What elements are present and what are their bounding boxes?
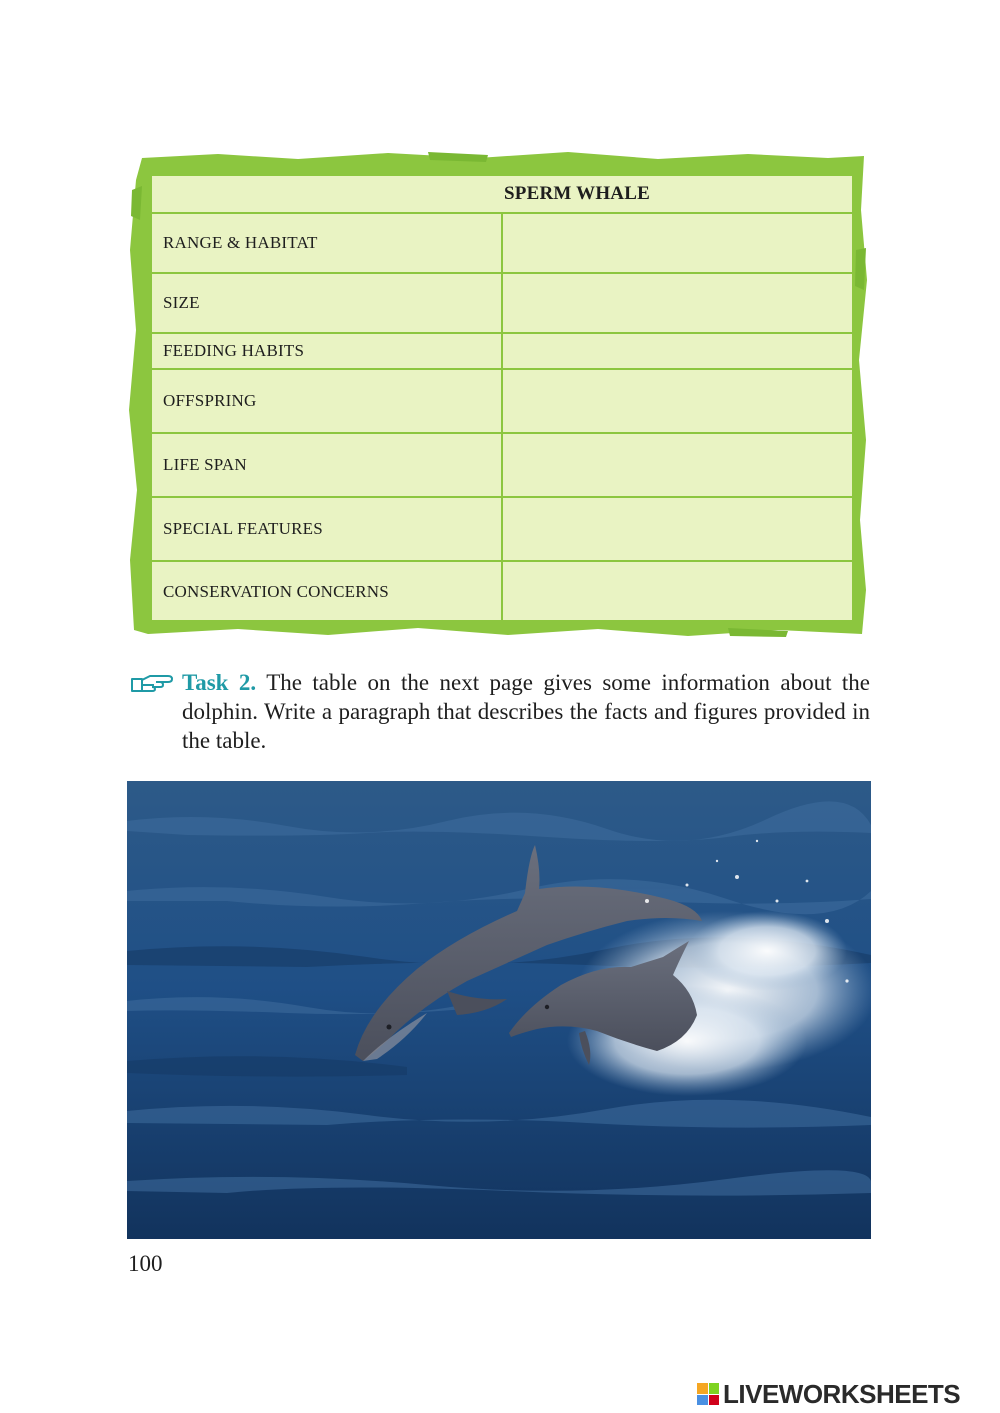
table-row: [152, 497, 852, 561]
row-value[interactable]: [502, 561, 852, 621]
table-row: [152, 433, 852, 497]
row-label: SPECIAL FEATURES: [152, 497, 502, 561]
row-value[interactable]: [502, 333, 852, 369]
dolphins-photo: [127, 781, 871, 1239]
row-label: SIZE: [152, 273, 502, 333]
table-row: [152, 369, 852, 433]
task-label: Task 2.: [182, 670, 257, 695]
task-paragraph: [130, 668, 870, 755]
row-value[interactable]: [502, 213, 852, 273]
liveworksheets-logo-icon: [697, 1383, 719, 1405]
row-value[interactable]: [502, 273, 852, 333]
row-label: LIFE SPAN: [152, 433, 502, 497]
table-row: [152, 561, 852, 621]
table-row: [152, 333, 852, 369]
info-table-panel: [152, 176, 852, 620]
brand-name: LIVEWORKSHEETS: [723, 1378, 961, 1409]
pointing-hand-icon: [130, 671, 174, 695]
row-value[interactable]: [502, 369, 852, 433]
row-value[interactable]: [502, 433, 852, 497]
table-row: [152, 213, 852, 273]
page-number: 100: [128, 1251, 163, 1276]
info-table-frame: [128, 150, 870, 638]
row-label: FEEDING HABITS: [152, 333, 502, 369]
row-label: OFFSPRING: [152, 369, 502, 433]
task-text: The table on the next page gives some information about the dolphin. Write a paragraph that describes the facts and figures provided in the table.: [182, 670, 870, 753]
info-table: [152, 176, 852, 621]
brand-logo: [697, 1378, 993, 1409]
row-label: RANGE & HABITAT: [152, 213, 502, 273]
task-instruction: [130, 668, 870, 755]
row-value[interactable]: [502, 497, 852, 561]
table-header-row: [152, 176, 852, 213]
table-row: [152, 273, 852, 333]
table-title: SPERM WHALE: [504, 183, 650, 204]
row-label: CONSERVATION CONCERNS: [152, 561, 502, 621]
